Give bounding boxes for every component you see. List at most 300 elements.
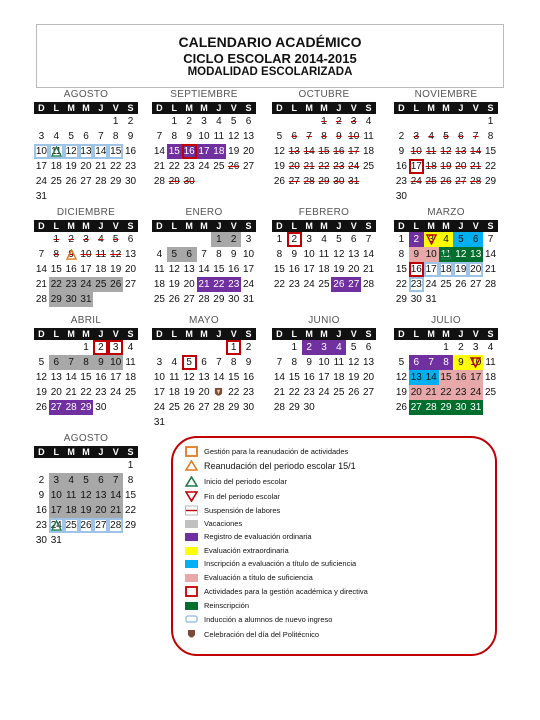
weekday-label: V	[112, 329, 119, 339]
month-enero-5	[152, 207, 256, 307]
day-number: 22	[485, 161, 497, 172]
day-cell	[483, 232, 498, 247]
day-cell	[287, 159, 302, 174]
day-number: 6	[83, 131, 89, 142]
day-cell	[93, 473, 108, 488]
day-cell	[123, 370, 138, 385]
day-number: 6	[365, 342, 372, 353]
day-cell	[123, 144, 138, 159]
day-number: 27	[288, 176, 300, 187]
empty-cell	[64, 114, 79, 129]
month-name: MAYO	[189, 315, 219, 326]
empty-cell	[468, 114, 483, 129]
day-cell	[123, 277, 138, 292]
day-number: 14	[470, 146, 482, 157]
orange-square-icon	[185, 446, 204, 457]
day-number: 1	[487, 116, 494, 127]
day-cell	[361, 129, 376, 144]
day-cell	[64, 232, 79, 247]
day-cell	[79, 262, 94, 277]
day-cell	[394, 159, 409, 174]
day-number: 25	[168, 402, 180, 413]
day-grid	[272, 114, 376, 189]
month-agosto-0	[34, 89, 138, 204]
day-cell	[468, 385, 483, 400]
day-cell	[272, 385, 287, 400]
day-cell	[331, 262, 346, 277]
day-number: 27	[50, 402, 62, 413]
day-number: 1	[53, 234, 60, 245]
weekday-label: J	[336, 221, 342, 231]
legend	[171, 436, 497, 656]
day-number: 19	[80, 505, 92, 516]
empty-cell	[302, 114, 317, 129]
day-number: 28	[198, 294, 210, 305]
day-number: 20	[95, 505, 107, 516]
weekday-label: V	[230, 329, 237, 339]
day-number: 10	[153, 372, 165, 383]
empty-cell	[394, 340, 409, 355]
day-number: 25	[65, 520, 77, 531]
day-cell	[409, 232, 424, 247]
day-number: 4	[365, 116, 372, 127]
day-number: 9	[291, 249, 298, 260]
day-number: 21	[470, 161, 482, 172]
day-number: 3	[472, 342, 479, 353]
day-cell	[167, 174, 182, 189]
day-number: 5	[171, 249, 178, 260]
legend-label: Reanudación del periodo escolar 15/1	[204, 460, 356, 471]
weekday-label: J	[98, 103, 104, 113]
weekday-label: L	[53, 221, 60, 231]
weekday-label: M	[442, 103, 450, 113]
day-number: 31	[425, 294, 437, 305]
day-cell	[468, 247, 483, 262]
day-number: 25	[50, 176, 62, 187]
day-number: 5	[68, 131, 74, 142]
day-number: 21	[303, 161, 315, 172]
day-cell	[123, 262, 138, 277]
empty-cell	[64, 340, 79, 355]
day-number: 4	[216, 116, 222, 127]
empty-cell	[439, 114, 454, 129]
day-cell	[241, 232, 256, 247]
day-cell	[108, 488, 123, 503]
day-cell	[79, 340, 94, 355]
day-cell	[317, 129, 332, 144]
day-number: 24	[198, 161, 210, 172]
day-cell	[287, 400, 302, 415]
day-number: 11	[425, 146, 437, 157]
weekday-label: D	[398, 221, 405, 231]
day-number: 6	[291, 131, 298, 142]
empty-cell	[167, 232, 182, 247]
day-number: 21	[425, 387, 437, 398]
day-number: 10	[303, 249, 315, 260]
day-cell	[79, 400, 94, 415]
day-number: 11	[95, 249, 107, 260]
day-cell	[64, 262, 79, 277]
legend-item	[185, 586, 368, 597]
day-number: 14	[485, 249, 497, 260]
day-cell	[468, 232, 483, 247]
day-cell	[361, 247, 376, 262]
day-cell	[182, 159, 197, 174]
day-cell	[152, 174, 167, 189]
day-number: 13	[348, 249, 360, 260]
day-cell	[394, 385, 409, 400]
empty-cell	[152, 340, 167, 355]
day-number: 12	[228, 131, 240, 142]
day-number: 4	[127, 342, 134, 353]
day-number: 13	[455, 146, 467, 157]
day-cell	[424, 355, 439, 370]
day-cell	[182, 385, 197, 400]
day-number: 23	[410, 279, 422, 290]
day-cell	[152, 262, 167, 277]
month-abril-8	[34, 315, 138, 415]
day-number: 11	[363, 131, 374, 142]
day-cell	[182, 400, 197, 415]
day-number: 24	[470, 387, 482, 398]
day-cell	[197, 247, 212, 262]
empty-cell	[34, 114, 49, 129]
weekday-label: V	[230, 103, 237, 113]
day-cell	[394, 400, 409, 415]
weekday-label: L	[413, 221, 420, 231]
day-number: 23	[95, 387, 107, 398]
day-cell	[108, 114, 123, 129]
legend-label: Evaluación a título de suficiencia	[204, 573, 313, 582]
empty-cell	[49, 340, 64, 355]
day-number: 14	[35, 264, 47, 275]
day-number: 8	[83, 357, 89, 368]
day-number: 6	[350, 234, 357, 245]
day-number: 17	[80, 264, 92, 275]
day-cell	[211, 400, 226, 415]
day-cell	[79, 144, 94, 159]
empty-cell	[287, 114, 302, 129]
month-name: AGOSTO	[63, 433, 109, 444]
day-cell	[483, 247, 498, 262]
month-name: ABRIL	[70, 315, 102, 326]
day-cell	[317, 159, 332, 174]
day-number: 11	[485, 357, 496, 368]
day-cell	[424, 144, 439, 159]
poli-emblem-icon	[185, 629, 204, 640]
day-number: 7	[428, 357, 434, 368]
day-number: 6	[53, 357, 60, 368]
day-number: 13	[470, 249, 482, 260]
day-cell	[93, 385, 108, 400]
day-cell	[439, 174, 454, 189]
day-number: 29	[395, 294, 407, 305]
empty-cell	[424, 114, 439, 129]
day-number: 12	[273, 146, 285, 157]
day-cell	[34, 518, 49, 533]
day-cell	[226, 370, 241, 385]
day-number: 10	[470, 357, 482, 368]
day-number: 15	[395, 264, 407, 275]
weekday-label: D	[38, 447, 45, 457]
day-number: 30	[303, 402, 315, 413]
day-cell	[64, 370, 79, 385]
day-number: 23	[65, 279, 77, 290]
day-cell	[34, 370, 49, 385]
weekday-header	[34, 446, 138, 458]
day-cell	[302, 247, 317, 262]
day-cell	[302, 159, 317, 174]
day-number: 18	[95, 264, 107, 275]
empty-cell	[167, 340, 182, 355]
day-number: 2	[245, 342, 252, 353]
weekday-label: M	[185, 329, 193, 339]
day-cell	[34, 533, 49, 548]
day-number: 8	[487, 131, 494, 142]
day-grid	[394, 340, 498, 415]
day-cell	[394, 174, 409, 189]
day-number: 27	[198, 402, 210, 413]
weekday-header	[34, 220, 138, 232]
day-number: 26	[65, 176, 77, 187]
day-cell	[483, 144, 498, 159]
day-cell	[197, 400, 212, 415]
day-cell	[424, 370, 439, 385]
day-cell	[167, 277, 182, 292]
day-number: 20	[288, 161, 300, 172]
day-cell	[226, 385, 241, 400]
day-number: 22	[213, 279, 225, 290]
day-cell	[197, 114, 212, 129]
day-number: 15	[110, 146, 122, 157]
month-septiembre-1	[152, 89, 256, 189]
day-cell	[468, 144, 483, 159]
day-number: 13	[80, 146, 92, 157]
month-name: JULIO	[431, 315, 461, 326]
day-number: 21	[363, 264, 375, 275]
day-number: 23	[395, 176, 407, 187]
day-number: 22	[168, 161, 180, 172]
day-number: 6	[413, 357, 420, 368]
weekday-label: S	[127, 103, 134, 113]
day-number: 1	[398, 234, 405, 245]
day-cell	[152, 292, 167, 307]
day-number: 29	[440, 402, 452, 413]
day-number: 14	[273, 372, 285, 383]
day-cell	[317, 277, 332, 292]
day-number: 20	[455, 161, 467, 172]
empty-cell	[409, 340, 424, 355]
day-cell	[331, 247, 346, 262]
empty-cell	[394, 114, 409, 129]
weekday-label: V	[350, 221, 357, 231]
day-cell	[287, 277, 302, 292]
day-number: 2	[230, 234, 237, 245]
day-cell	[49, 129, 64, 144]
weekday-label: V	[472, 329, 479, 339]
day-cell	[317, 174, 332, 189]
day-number: 3	[350, 116, 357, 127]
day-number: 8	[276, 249, 283, 260]
day-cell	[93, 159, 108, 174]
day-cell	[361, 232, 376, 247]
day-number: 7	[201, 249, 207, 260]
day-cell	[108, 385, 123, 400]
day-number: 24	[348, 161, 360, 172]
day-number: 31	[50, 535, 62, 546]
day-number: 3	[413, 131, 420, 142]
day-number: 15	[485, 146, 497, 157]
weekday-label: M	[305, 103, 313, 113]
day-cell	[182, 114, 197, 129]
day-cell	[108, 340, 123, 355]
day-cell	[241, 159, 256, 174]
weekday-header	[152, 328, 256, 340]
orange-triangle-icon	[185, 460, 204, 471]
day-cell	[49, 292, 64, 307]
day-cell	[287, 144, 302, 159]
green-triangle-icon	[185, 476, 204, 487]
month-julio-11	[394, 315, 498, 415]
day-number: 26	[183, 402, 195, 413]
weekday-label: M	[427, 103, 435, 113]
day-grid	[394, 114, 498, 204]
day-number: 30	[455, 402, 467, 413]
day-cell	[241, 292, 256, 307]
day-cell	[241, 262, 256, 277]
day-cell	[331, 370, 346, 385]
day-cell	[346, 355, 361, 370]
weekday-label: M	[427, 221, 435, 231]
day-cell	[409, 355, 424, 370]
day-number: 28	[303, 176, 315, 187]
day-cell	[123, 355, 138, 370]
day-grid	[152, 232, 256, 307]
day-cell	[93, 174, 108, 189]
day-number: 25	[153, 294, 165, 305]
legend-item	[185, 629, 319, 640]
day-number: 22	[395, 279, 407, 290]
weekday-label: D	[398, 103, 405, 113]
day-cell	[439, 232, 454, 247]
day-number: 28	[273, 402, 285, 413]
day-cell	[79, 129, 94, 144]
day-cell	[167, 144, 182, 159]
weekday-label: M	[82, 329, 90, 339]
day-cell	[453, 174, 468, 189]
day-cell	[108, 262, 123, 277]
day-cell	[302, 340, 317, 355]
empty-cell	[49, 458, 64, 473]
day-cell	[272, 174, 287, 189]
day-cell	[287, 129, 302, 144]
day-number: 19	[333, 264, 345, 275]
day-number: 12	[35, 372, 47, 383]
day-cell	[226, 247, 241, 262]
day-cell	[241, 129, 256, 144]
day-cell	[108, 277, 123, 292]
strikethrough-icon	[185, 505, 204, 516]
day-cell	[272, 144, 287, 159]
day-cell	[272, 262, 287, 277]
day-number: 29	[125, 520, 137, 531]
day-cell	[167, 370, 182, 385]
day-cell	[108, 503, 123, 518]
weekday-label: L	[413, 329, 420, 339]
weekday-label: M	[67, 447, 75, 457]
day-number: 2	[336, 116, 342, 127]
month-agosto-12	[34, 433, 138, 548]
day-cell	[211, 292, 226, 307]
day-number: 24	[153, 402, 165, 413]
day-cell	[49, 174, 64, 189]
day-number: 10	[243, 249, 255, 260]
day-cell	[331, 129, 346, 144]
day-number: 25	[363, 161, 375, 172]
legend-label: Evaluación extraordinaria	[204, 546, 289, 555]
month-name: DICIEMBRE	[56, 207, 116, 218]
day-cell	[211, 262, 226, 277]
day-cell	[317, 144, 332, 159]
day-cell	[409, 292, 424, 307]
day-number: 6	[245, 116, 252, 127]
day-number: 8	[171, 131, 178, 142]
day-cell	[123, 247, 138, 262]
day-cell	[93, 400, 108, 415]
weekday-label: S	[127, 221, 134, 231]
day-cell	[439, 262, 454, 277]
day-number: 29	[228, 402, 240, 413]
day-number: 25	[125, 387, 137, 398]
weekday-label: J	[336, 103, 342, 113]
day-cell	[167, 292, 182, 307]
day-number: 20	[363, 372, 375, 383]
weekday-label: D	[38, 103, 45, 113]
day-cell	[331, 277, 346, 292]
day-cell	[302, 174, 317, 189]
weekday-label: J	[98, 447, 104, 457]
day-number: 2	[291, 234, 298, 245]
empty-cell	[152, 114, 167, 129]
day-number: 25	[440, 279, 452, 290]
day-cell	[272, 370, 287, 385]
day-cell	[182, 292, 197, 307]
day-number: 19	[273, 161, 285, 172]
weekday-label: D	[276, 221, 283, 231]
day-cell	[182, 277, 197, 292]
weekday-label: L	[53, 329, 60, 339]
day-number: 19	[228, 146, 240, 157]
day-number: 12	[395, 372, 407, 383]
day-cell	[34, 129, 49, 144]
legend-label: Inicio del periodo escolar	[204, 477, 287, 486]
day-cell	[226, 129, 241, 144]
day-number: 8	[321, 131, 327, 142]
day-number: 16	[395, 161, 407, 172]
day-number: 7	[156, 131, 163, 142]
month-marzo-7	[394, 207, 498, 307]
day-number: 17	[470, 372, 482, 383]
day-cell	[79, 174, 94, 189]
day-cell	[346, 370, 361, 385]
day-number: 20	[410, 387, 422, 398]
day-cell	[241, 144, 256, 159]
day-number: 20	[125, 264, 137, 275]
day-cell	[317, 370, 332, 385]
day-number: 19	[348, 372, 360, 383]
day-number: 18	[333, 372, 345, 383]
day-cell	[346, 277, 361, 292]
